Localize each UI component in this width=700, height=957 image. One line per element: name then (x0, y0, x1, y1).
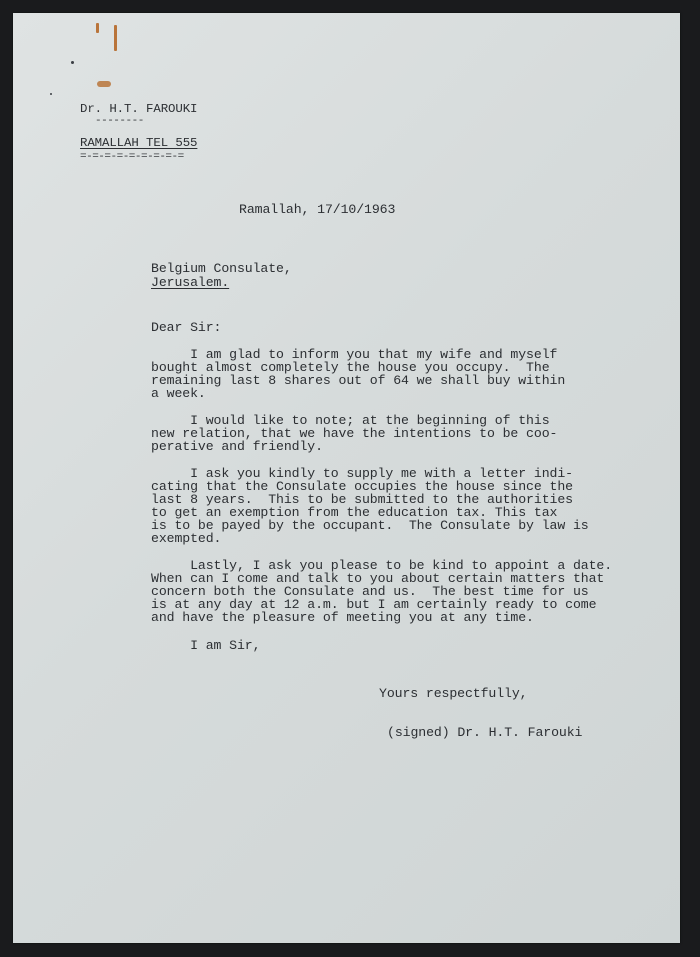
recipient-line-2: Jerusalem. (151, 275, 230, 290)
valediction: Yours respectfully, (379, 686, 528, 701)
letterhead-name-rule: -------- (95, 115, 144, 127)
paragraph-line: perative and friendly. (151, 439, 323, 454)
paragraph-line: exempted. (151, 531, 222, 546)
paragraph-line: last 8 years. This to be submitted to the authorities (151, 492, 573, 507)
letterhead-address-rule: =-=-=-=-=-=-=-=-= (80, 151, 184, 163)
paragraph-line: and have the pleasure of meeting you at any time. (151, 610, 534, 625)
paragraph-line: is at any day at 12 a.m. but I am certainly ready to come (151, 597, 597, 612)
paragraph-line: cating that the Consulate occupies the house since the (151, 479, 573, 494)
paragraph-line: I ask you kindly to supply me with a letter indi- (151, 466, 573, 481)
letterhead-address: RAMALLAH TEL 555 (80, 136, 198, 150)
closing: I am Sir, (151, 638, 261, 653)
paragraph-line: When can I come and talk to you about certain matters that (151, 571, 605, 586)
recipient-line-1: Belgium Consulate, (151, 261, 292, 276)
dateline: Ramallah, 17/10/1963 (239, 202, 396, 217)
salutation: Dear Sir: (151, 320, 222, 335)
rust-mark-stain (97, 81, 111, 87)
rust-mark-staple (96, 23, 99, 33)
paragraph-line: new relation, that we have the intentions to be coo- (151, 426, 558, 441)
paragraph-line: remaining last 8 shares out of 64 we shall buy within (151, 373, 566, 388)
paragraph-line: a week. (151, 386, 206, 401)
paragraph-line: Lastly, I ask you please to be kind to appoint a date. (151, 558, 613, 573)
paragraph-line: I would like to note; at the beginning of this (151, 413, 550, 428)
paragraph-line: bought almost completely the house you occupy. The (151, 360, 550, 375)
ink-speck-2 (50, 93, 52, 95)
signature-line: (signed) Dr. H.T. Farouki (387, 725, 583, 740)
letter-page (13, 13, 680, 943)
rust-mark-staple-2 (114, 25, 117, 51)
letterhead-name: Dr. H.T. FAROUKI (80, 102, 198, 116)
paragraph-line: is to be payed by the occupant. The Consulate by law is (151, 518, 589, 533)
ink-speck (71, 61, 74, 64)
paragraph-line: to get an exemption from the education tax. This tax (151, 505, 558, 520)
paragraph-line: concern both the Consulate and us. The best time for us (151, 584, 589, 599)
paragraph-line: I am glad to inform you that my wife and myself (151, 347, 558, 362)
